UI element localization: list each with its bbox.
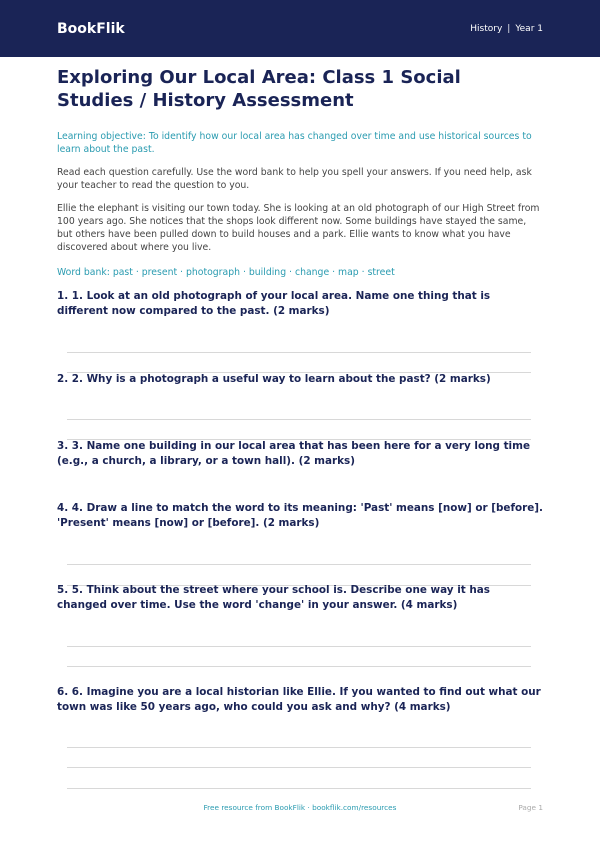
subject-label: History [470, 23, 503, 34]
answer-line[interactable] [67, 788, 531, 789]
answer-line[interactable] [67, 564, 531, 565]
question-3: 3. 3. Name one building in our local area that has been here for a very long time (e.g., a church, a library, or a town hall). (2 marks) [57, 440, 530, 467]
question-6: 6. 6. Imagine you are a local historian like Ellie. If you wanted to find out what our town was like 50 years ago, who could you ask and why? (4 marks) [57, 686, 541, 713]
learning-objective: Learning objective: To identify how our local area has changed over time and use historical sources to learn about the past. [57, 131, 532, 155]
footer [0, 803, 600, 815]
answer-line[interactable] [67, 767, 531, 768]
page-title: Exploring Our Local Area: Class 1 Social Studies / History Assessment [57, 67, 461, 111]
answer-line[interactable] [67, 352, 531, 353]
answer-line[interactable] [67, 419, 531, 420]
intro-section [57, 66, 543, 279]
question-4: 4. 4. Draw a line to match the word to its meaning: 'Past' means [now] or [before]. 'Present' means [now] or [before]. (2 marks) [57, 502, 543, 529]
question-1: 1. 1. Look at an old photograph of your local area. Name one thing that is different now compared to the past. (2 marks) [57, 290, 491, 317]
question-2: 2. 2. Why is a photograph a useful way to learn about the past? (2 marks) [57, 373, 491, 385]
year-label: Year 1 [515, 23, 543, 34]
question-5: 5. 5. Think about the street where your school is. Describe one way it has changed over time. Use the word 'change' in your answer. (4 marks) [57, 584, 490, 611]
answer-line[interactable] [67, 646, 531, 647]
header-meta [470, 24, 543, 34]
header-bar [0, 0, 600, 57]
instructions-text: Read each question carefully. Use the word bank to help you spell your answers. If you need help, ask your teacher to read the question to you. [57, 167, 532, 191]
answer-line[interactable] [67, 747, 531, 748]
page-number: Page 1 [518, 803, 543, 812]
answer-line[interactable] [67, 666, 531, 667]
story-text: Ellie the elephant is visiting our town today. She is looking at an old photograph of our High Street from 100 years ago. She notices that the shops look different now. Some buildings have stayed the same, but others have been pulled down to build houses and a park. Ellie wants to know what you have discovered about where you live. [57, 203, 540, 253]
brand-logo[interactable]: BookFlik [57, 20, 125, 37]
header-separator: | [507, 23, 511, 34]
footer-source-link[interactable]: Free resource from BookFlik · bookflik.com/resources [203, 803, 397, 812]
word-bank: Word bank: past · present · photograph · building · change · map · street [57, 267, 395, 278]
